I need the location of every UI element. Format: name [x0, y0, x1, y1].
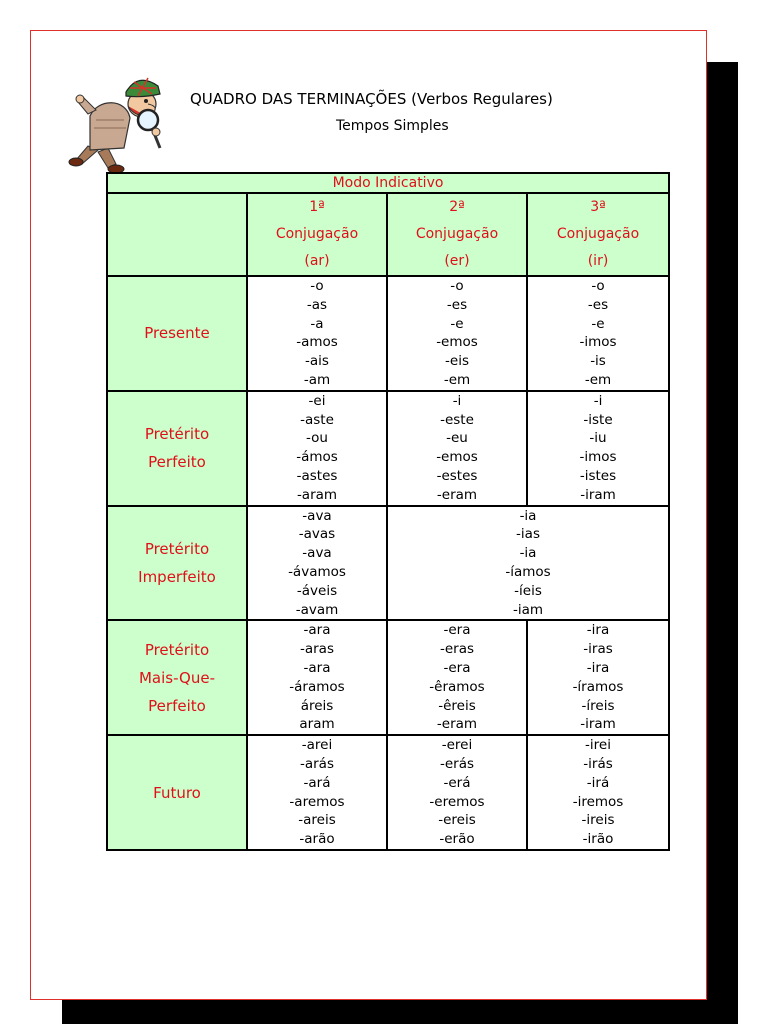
ending: -ereis	[438, 812, 476, 829]
tense-label	[107, 276, 247, 391]
ending: -íramos	[572, 678, 624, 695]
ending: -a	[310, 315, 324, 332]
conjugation-header-ar	[247, 193, 387, 276]
ending: -erão	[439, 831, 475, 848]
ending: -ara	[303, 622, 331, 639]
ending: -ia	[519, 545, 537, 562]
ending: -e	[450, 315, 464, 332]
ending: -areis	[298, 812, 336, 829]
ending: -es	[446, 296, 468, 313]
ending: -eis	[445, 353, 469, 370]
ending: -ava	[302, 545, 332, 562]
ending: -irei	[585, 737, 611, 754]
endings-cell-ar	[247, 506, 387, 621]
ending: -erei	[441, 737, 473, 754]
ending: -iam	[512, 601, 544, 618]
ending: -e	[591, 315, 605, 332]
ending: -astes	[296, 467, 338, 484]
ending: -irás	[583, 755, 613, 772]
tense-label-line: Presente	[144, 324, 210, 343]
tense-label	[107, 391, 247, 506]
ending: -íeis	[514, 582, 542, 599]
detective-with-magnifying-glass-icon	[68, 68, 188, 186]
ending: -estes	[436, 467, 478, 484]
ending: -ei	[308, 392, 326, 409]
ending: -am	[303, 371, 331, 388]
ending: -aras	[299, 641, 334, 658]
page-title: QUADRO DAS TERMINAÇÕES (Verbos Regulares)	[190, 90, 553, 108]
ending: -imos	[579, 449, 617, 466]
ending: áreis	[300, 697, 334, 714]
mode-header-row	[107, 173, 669, 193]
ending: -emos	[436, 334, 478, 351]
ending: aram	[299, 716, 335, 733]
ending: -em	[443, 371, 471, 388]
ending: -o	[450, 278, 464, 294]
ending: -avas	[298, 526, 336, 543]
ending: -arei	[301, 737, 333, 754]
ending: -áveis	[296, 582, 338, 599]
ending: -aste	[300, 411, 334, 428]
conjugation-ordinal: 3ª	[590, 199, 606, 215]
ending: -êramos	[429, 678, 485, 695]
ending: -eu	[446, 430, 468, 447]
conjugation-header-er	[387, 193, 527, 276]
ending: -iram	[580, 716, 616, 733]
ending: -ou	[306, 430, 328, 447]
verb-endings-table	[106, 172, 670, 851]
conjugation-label: Conjugação	[556, 226, 640, 242]
corner-cell	[107, 193, 247, 276]
tense-label-line: Perfeito	[148, 696, 206, 715]
endings-cell-ir	[527, 276, 669, 391]
ending: -as	[306, 296, 328, 313]
ending: -ará	[303, 774, 331, 791]
tense-row-futuro	[107, 735, 669, 850]
ending: -iu	[589, 430, 607, 447]
ending: -erá	[443, 774, 471, 791]
conjugation-ordinal: 1ª	[309, 199, 325, 215]
tense-row-preterito-mais-que-perfeito	[107, 620, 669, 735]
endings-cell-er	[387, 276, 527, 391]
ending: -este	[440, 411, 474, 428]
tense-label-line: Perfeito	[148, 453, 206, 472]
tense-label	[107, 506, 247, 621]
ending: -ávamos	[288, 563, 346, 580]
ending: -iste	[583, 411, 613, 428]
ending: -eras	[439, 641, 475, 658]
ending: -ias	[516, 526, 540, 543]
ending: -ira	[586, 622, 610, 639]
tense-label	[107, 735, 247, 850]
endings-cell-er	[387, 620, 527, 735]
endings-cell-ir	[527, 391, 669, 506]
conjugation-header-ir	[527, 193, 669, 276]
ending: -era	[443, 622, 471, 639]
conjugation-label: Conjugação	[415, 226, 499, 242]
ending: -is	[590, 353, 606, 370]
ending: -em	[584, 371, 612, 388]
ending: -irá	[586, 774, 610, 791]
ending: -ireis	[581, 812, 615, 829]
ending: -ais	[305, 353, 329, 370]
ending: -istes	[579, 467, 617, 484]
tense-row-preterito-imperfeito	[107, 506, 669, 621]
conjugation-label: Conjugação	[275, 226, 359, 242]
ending: -aram	[296, 486, 338, 503]
mode-header: Modo Indicativo	[107, 173, 669, 193]
ending: -aremos	[289, 793, 345, 810]
ending: -emos	[436, 449, 478, 466]
endings-cell-er	[387, 735, 527, 850]
endings-cell-ar	[247, 391, 387, 506]
conjugation-header-row	[107, 193, 669, 276]
endings-cell-ar	[247, 276, 387, 391]
tense-label-line: Pretérito	[144, 640, 210, 659]
ending: -áramos	[289, 678, 345, 695]
tense-label-line: Mais-Que-	[138, 668, 216, 687]
conjugation-ordinal: 2ª	[449, 199, 465, 215]
ending: -eram	[436, 716, 478, 733]
tense-label	[107, 620, 247, 735]
ending: -ira	[586, 659, 610, 676]
conjugation-ending: (er)	[444, 253, 470, 269]
ending: -ia	[519, 507, 537, 524]
ending: -íreis	[581, 697, 615, 714]
endings-cell-ar	[247, 620, 387, 735]
ending: -ara	[303, 659, 331, 676]
ending: -eram	[436, 486, 478, 503]
ending: -irão	[582, 831, 614, 848]
ending: -ámos	[296, 449, 338, 466]
endings-cell-er-ir	[387, 506, 669, 621]
ending: -es	[587, 296, 609, 313]
ending: -arás	[299, 755, 334, 772]
conjugation-ending: (ir)	[587, 253, 609, 269]
tense-label-line: Pretérito	[144, 539, 210, 558]
tense-row-preterito-perfeito	[107, 391, 669, 506]
page-subtitle: Tempos Simples	[336, 118, 449, 134]
ending: -arão	[299, 831, 335, 848]
tense-label-line: Pretérito	[144, 425, 210, 444]
endings-cell-ir	[527, 620, 669, 735]
ending: -o	[591, 278, 605, 294]
ending: -era	[443, 659, 471, 676]
endings-cell-ir	[527, 735, 669, 850]
ending: -erás	[439, 755, 475, 772]
ending: -iram	[580, 486, 616, 503]
ending: -eremos	[429, 793, 485, 810]
ending: -êreis	[438, 697, 476, 714]
tense-label-line: Imperfeito	[138, 567, 216, 586]
tense-row-presente	[107, 276, 669, 391]
endings-cell-ar	[247, 735, 387, 850]
ending: -imos	[579, 334, 617, 351]
ending: -iras	[583, 641, 613, 658]
ending: -o	[310, 278, 324, 294]
ending: -i	[452, 392, 462, 409]
endings-cell-er	[387, 391, 527, 506]
ending: -íamos	[505, 563, 551, 580]
ending: -amos	[296, 334, 338, 351]
ending: -iremos	[572, 793, 624, 810]
ending: -i	[593, 392, 603, 409]
ending: -ava	[302, 507, 332, 524]
conjugation-ending: (ar)	[304, 253, 330, 269]
ending: -avam	[295, 601, 339, 618]
tense-label-line: Futuro	[153, 783, 201, 802]
